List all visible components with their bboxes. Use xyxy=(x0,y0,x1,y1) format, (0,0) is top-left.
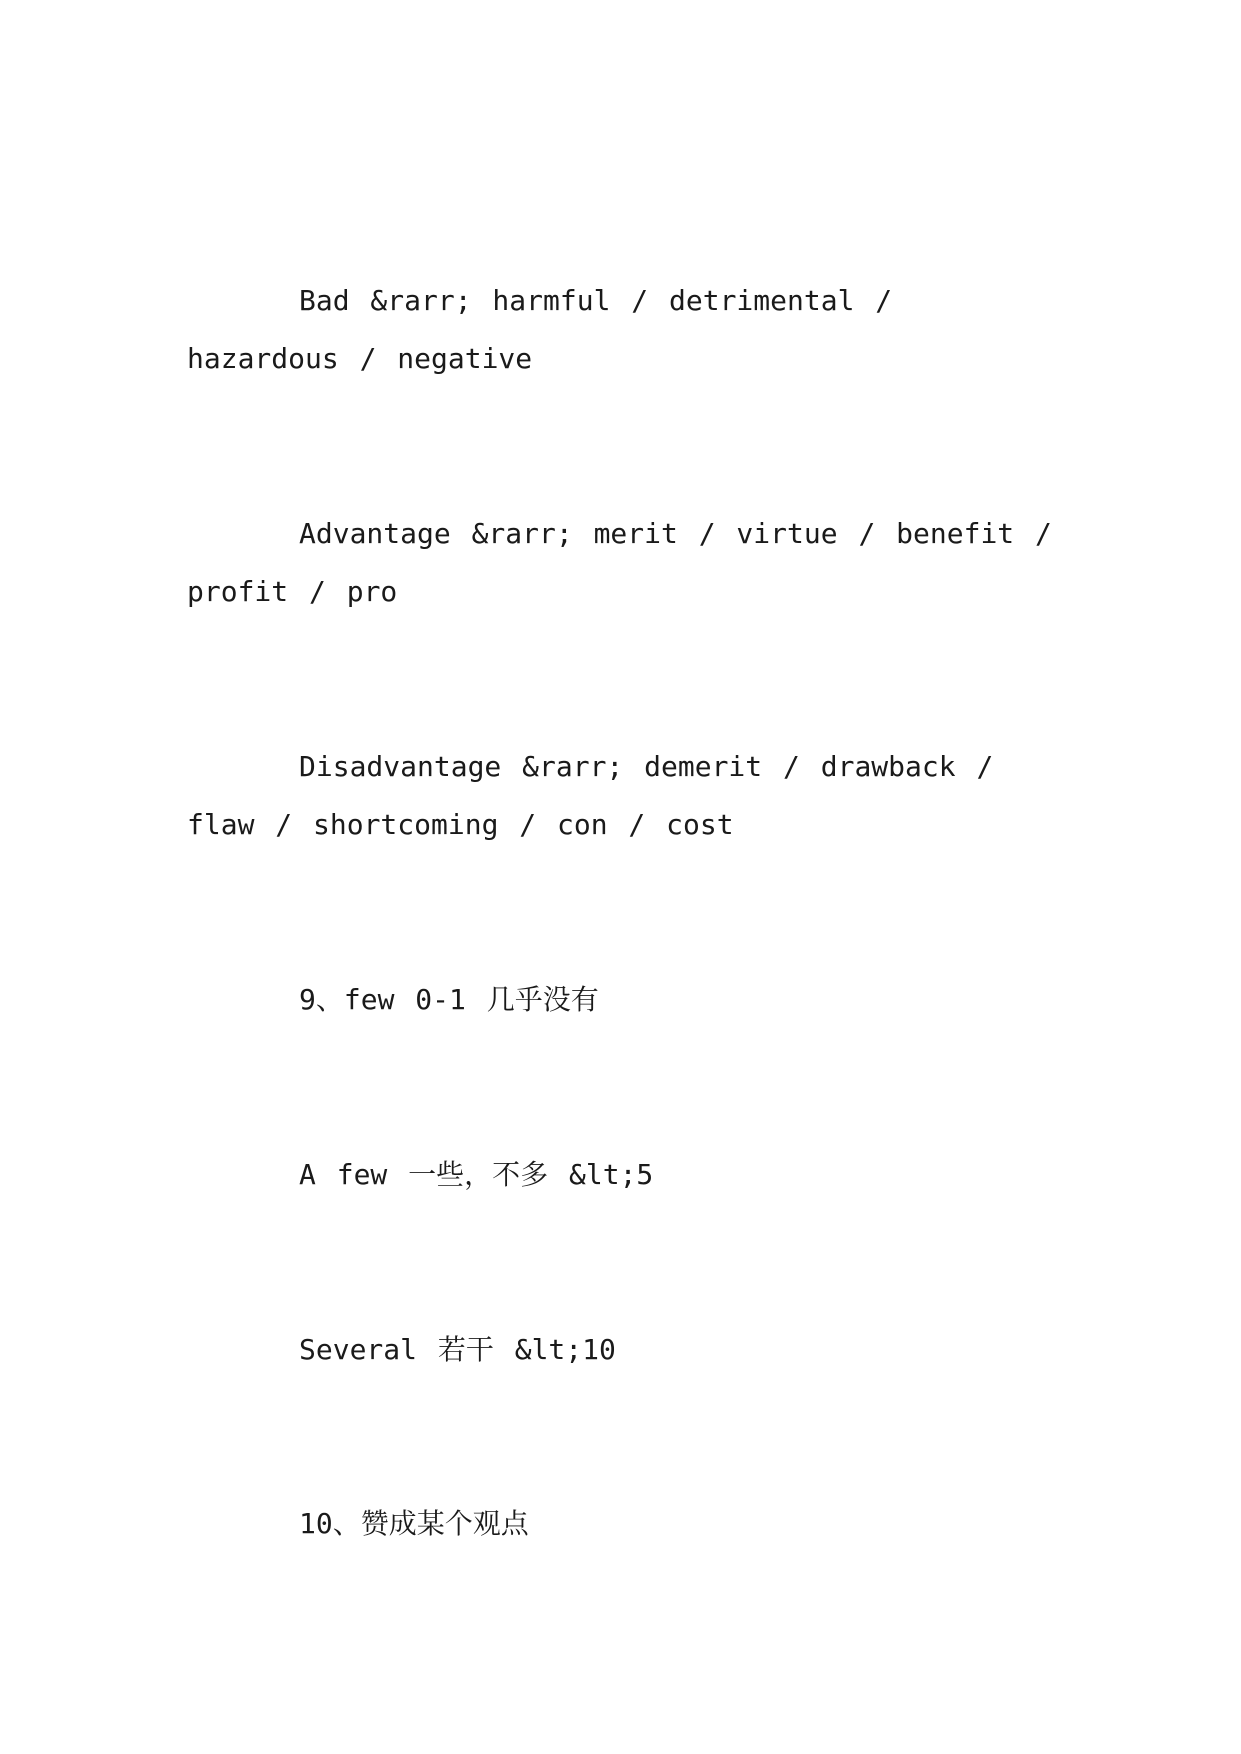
paragraph-disadvantage-synonyms: Disadvantage &rarr; demerit / drawback / flaw / shortcoming / con / cost xyxy=(187,750,994,841)
paragraph-bad-synonyms: Bad &rarr; harmful / detrimental / hazardous / negative xyxy=(187,284,893,375)
paragraph-item-10-agree: 10、赞成某个观点 xyxy=(299,1507,529,1540)
paragraph-advantage-synonyms: Advantage &rarr; merit / virtue / benefit / profit / pro xyxy=(187,517,1052,608)
paragraph-several: Several 若干 &lt;10 xyxy=(299,1333,616,1366)
paragraph-a-few: A few 一些，不多 &lt;5 xyxy=(299,1158,654,1191)
paragraph-item-9-few: 9、few 0-1 几乎没有 xyxy=(299,983,599,1016)
